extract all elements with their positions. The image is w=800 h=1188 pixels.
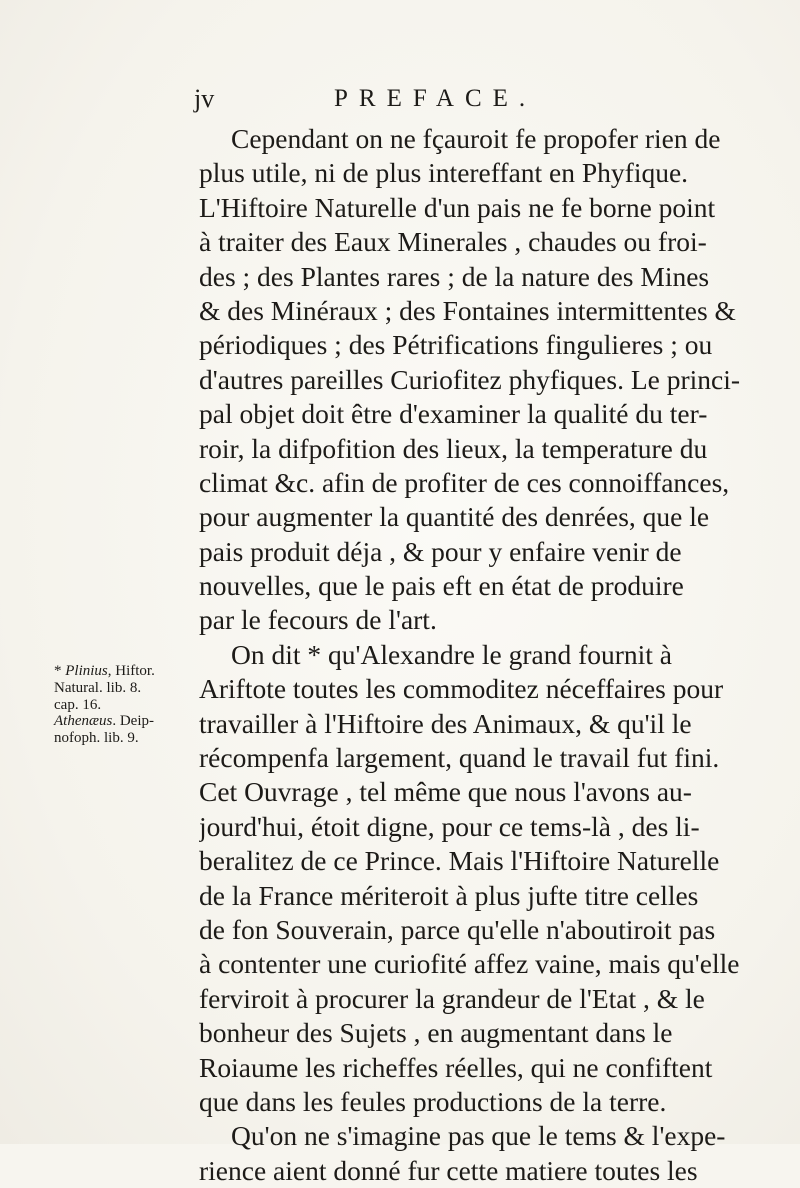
footnote-line — [54, 713, 200, 730]
text-line: roir, la difpofition des lieux, la temperature du — [199, 432, 708, 464]
footnote-author: Athenæus — [54, 713, 113, 729]
body-text — [199, 122, 764, 1188]
text-line: L'Hiftoire Naturelle d'un pais ne fe borne point — [199, 191, 716, 223]
text-line: par le fecours de l'art. — [199, 604, 437, 636]
footnote-line — [54, 663, 200, 680]
text-line: bonheur des Sujets , en augmentant dans le — [199, 1017, 673, 1049]
text-line: que dans les feules productions de la terre. — [199, 1085, 667, 1117]
text-line: ferviroit à procurer la grandeur de l'Etat , & le — [199, 982, 705, 1014]
page-number: jv — [194, 84, 215, 113]
text-line: des ; des Plantes rares ; de la nature des Mines — [199, 260, 710, 292]
text-line: Ariftote toutes les commoditez néceffaires pour — [199, 673, 724, 705]
text-line: d'autres pareilles Curiofitez phyfiques. Le princi- — [199, 363, 741, 395]
text-line: climat &c. afin de profiter de ces connoiffances, — [199, 466, 730, 498]
footnote-ref: , Hiftor. — [107, 663, 155, 679]
text-line: récompenfa largement, quand le travail fut fini. — [199, 742, 720, 774]
text-line: périodiques ; des Pétrifications fingulieres ; ou — [199, 329, 713, 361]
text-line: nouvelles, que le pais eft en état de produire — [199, 570, 684, 602]
page-header — [194, 84, 774, 114]
text-line: jourd'hui, étoit digne, pour ce tems-là , des li- — [199, 810, 700, 842]
text-line: Qu'on ne s'imagine pas que le tems & l'expe- — [231, 1120, 726, 1152]
text-line: à traiter des Eaux Minerales , chaudes ou froi- — [199, 226, 707, 258]
running-title: PREFACE. — [334, 85, 537, 112]
text-line: pais produit déja , & pour y enfaire venir de — [199, 535, 682, 567]
footnote-ref: . Deip- — [112, 713, 154, 729]
text-line: plus utile, ni de plus intereffant en Phyfique. — [199, 157, 689, 189]
text-line: travailler à l'Hiftoire des Animaux, & qu'il le — [199, 707, 692, 739]
text-line: rience aient donné fur cette matiere toutes les — [199, 1154, 698, 1186]
footnote-athenaeus — [54, 713, 200, 747]
footnote-line: cap. 16. — [54, 697, 102, 713]
text-line: beralitez de ce Prince. Mais l'Hiftoire Naturelle — [199, 845, 720, 877]
text-line: à contenter une curiofité affez vaine, mais qu'elle — [199, 948, 740, 980]
text-line: de fon Souverain, parce qu'elle n'aboutiroit pas — [199, 913, 716, 945]
text-line: pour augmenter la quantité des denrées, que le — [199, 501, 710, 533]
text-line: pal objet doit être d'examiner la qualité du ter- — [199, 398, 708, 430]
text-line: de la France mériteroit à plus jufte titre celles — [199, 879, 699, 911]
footnote-line: nofoph. lib. 9. — [54, 730, 139, 746]
footnote-line: Natural. lib. 8. — [54, 680, 142, 696]
text-line: Cependant on ne fçauroit fe propofer rien de — [231, 123, 721, 154]
footnote-marker: * — [54, 663, 66, 679]
text-line: Roiaume les richeffes réelles, qui ne confiftent — [199, 1051, 713, 1083]
footnote-pliny — [54, 663, 200, 714]
footnote-author: Plinius — [65, 663, 108, 679]
text-line: & des Minéraux ; des Fontaines intermittentes & — [199, 294, 736, 326]
text-line: On dit * qu'Alexandre le grand fournit à — [231, 638, 673, 670]
text-line: Cet Ouvrage , tel même que nous l'avons au- — [199, 776, 692, 808]
